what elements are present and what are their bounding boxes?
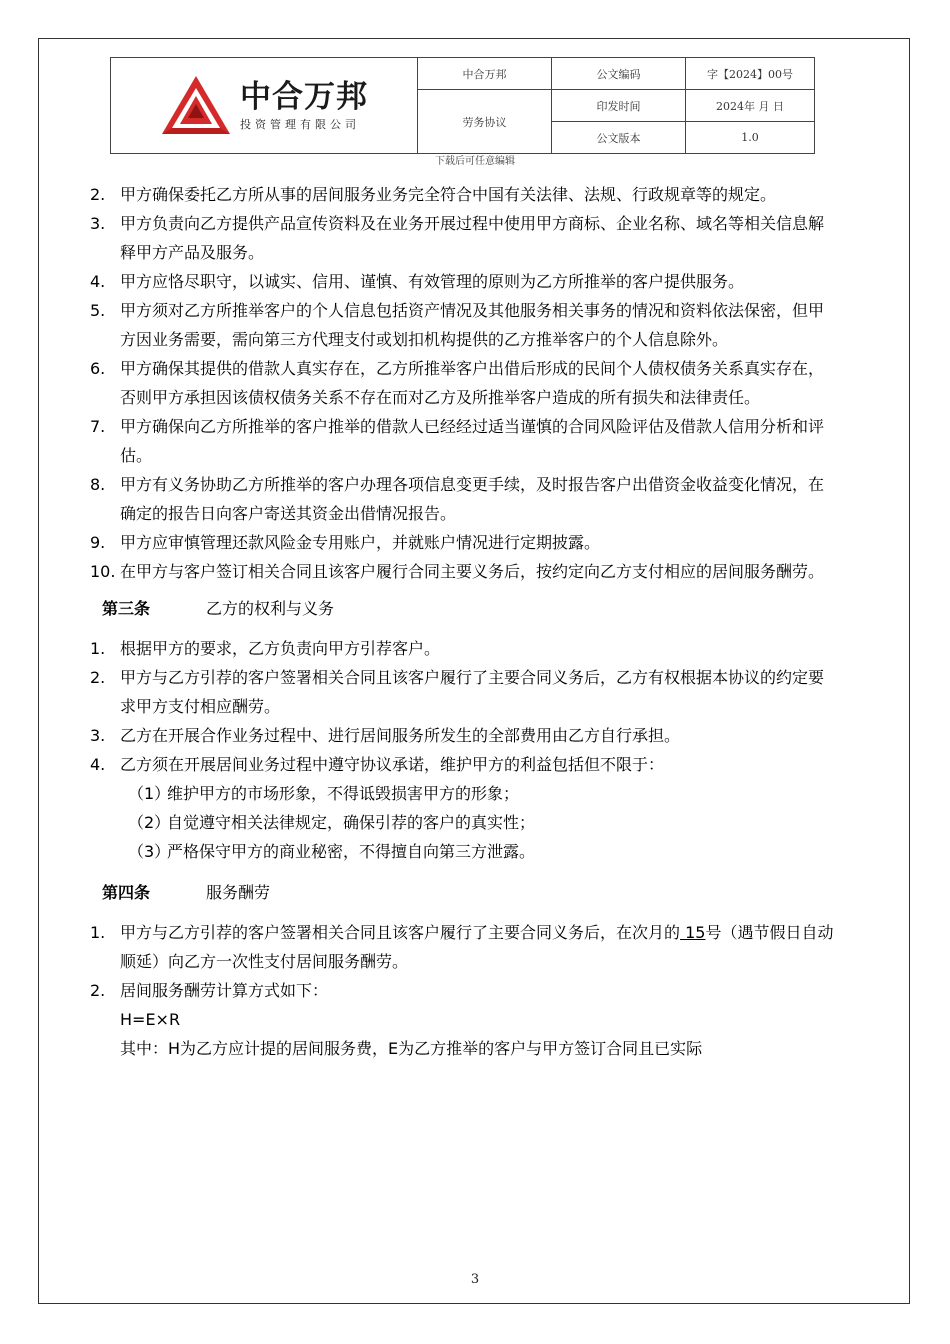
item-text: 甲方负责向乙方提供产品宣传资料及在业务开展过程中使用甲方商标、企业名称、域名等相关信息解释甲方产品及服务。	[120, 214, 825, 262]
sub-item	[90, 837, 835, 866]
item-number: 8.	[90, 475, 106, 494]
item-text: 根据甲方的要求，乙方负责向甲方引荐客户。	[120, 639, 441, 658]
item-text: 甲方应审慎管理还款风险金专用账户，并就账户情况进行定期披露。	[120, 533, 601, 552]
item-text: 维护甲方的市场形象，不得诋毁损害甲方的形象；	[167, 784, 520, 803]
item-number: 9.	[90, 533, 106, 552]
logo-name: 中合万邦	[240, 78, 368, 115]
list-item	[90, 209, 835, 267]
item-number: 7.	[90, 417, 106, 436]
item-number: 10.	[90, 562, 116, 581]
item-number: 2.	[90, 981, 106, 1000]
section-4-heading	[102, 876, 835, 910]
item-number: 4.	[90, 272, 106, 291]
item-number: 2.	[90, 185, 106, 204]
list-item	[90, 470, 835, 528]
page-number: 3	[470, 1272, 480, 1287]
item-number: （2）	[128, 813, 171, 832]
company-cell: 中合万邦	[418, 58, 552, 90]
item-number: 3.	[90, 214, 106, 233]
date-label: 印发时间	[552, 90, 686, 122]
formula: H=E×R	[120, 1010, 181, 1029]
list-item	[90, 750, 835, 779]
sub-item	[90, 779, 835, 808]
list-item	[90, 528, 835, 557]
item-text: 乙方须在开展居间业务过程中遵守协议承诺，维护甲方的利益包括但不限于：	[120, 755, 665, 774]
list-item	[90, 557, 835, 586]
list-item	[90, 412, 835, 470]
party-b-obligations-list	[90, 634, 835, 779]
section-number: 第四条	[102, 883, 151, 902]
item-text: 甲方确保其提供的借款人真实存在，乙方所推举客户出借后形成的民间个人债权债务关系真实存在，否则甲方承担因该债权债务关系不存在而对乙方及所推举客户造成的所有损失和法律责任。	[120, 359, 825, 407]
code-value: 字【2024】00号	[686, 58, 815, 90]
item-text: 甲方确保向乙方所推举的客户推举的借款人已经经过适当谨慎的合同风险评估及借款人信用分析和评估。	[120, 417, 825, 465]
party-a-obligations-list	[90, 180, 835, 586]
list-item	[90, 918, 835, 976]
item-text: 甲方须对乙方所推举客户的个人信息包括资产情况及其他服务相关事务的情况和资料依法保密，但甲方因业务需要，需向第三方代理支付或划扣机构提供的乙方推举客户的个人信息除外。	[120, 301, 825, 349]
list-item	[90, 663, 835, 721]
list-item	[90, 354, 835, 412]
version-label: 公文版本	[552, 122, 686, 154]
list-item	[90, 976, 835, 1005]
section-number: 第三条	[102, 599, 151, 618]
doc-type-cell: 劳务协议	[418, 90, 552, 154]
section-3-heading	[102, 592, 835, 626]
logo-cell	[111, 58, 418, 154]
company-logo	[111, 74, 417, 138]
download-note: 下载后可任意编辑	[435, 156, 515, 167]
item-number: 5.	[90, 301, 106, 320]
item-text: 甲方应恪尽职守，以诚实、信用、谨慎、有效管理的原则为乙方所推举的客户提供服务。	[120, 272, 745, 291]
list-item	[90, 180, 835, 209]
item-text: 居间服务酬劳计算方式如下：	[120, 981, 329, 1000]
logo-subtitle: 投资管理有限公司	[240, 117, 360, 131]
section-title: 乙方的权利与义务	[206, 599, 335, 618]
triangle-logo-icon	[160, 74, 232, 138]
date-value: 2024年 月 日	[686, 90, 815, 122]
section-title: 服务酬劳	[206, 883, 271, 902]
item-number: 1.	[90, 639, 106, 658]
list-item	[90, 267, 835, 296]
list-item	[90, 634, 835, 663]
item-number: 4.	[90, 755, 106, 774]
item-number: （1）	[128, 784, 171, 803]
document-body	[90, 180, 835, 1063]
item-number: （3）	[128, 842, 171, 861]
item-number: 6.	[90, 359, 106, 378]
item-text: 甲方与乙方引荐的客户签署相关合同且该客户履行了主要合同义务后，在次月的	[120, 923, 681, 942]
item-number: 2.	[90, 668, 106, 687]
item-text: 号（遇节假日自动顺延）向乙方一次性支付居间服务酬劳。	[120, 923, 834, 971]
list-item	[90, 296, 835, 354]
item-number: 1.	[90, 923, 106, 942]
party-b-sub-list	[90, 779, 835, 866]
item-text: 甲方有义务协助乙方所推举的客户办理各项信息变更手续，及时报告客户出借资金收益变化情况，在确定的报告日向客户寄送其资金出借情况报告。	[120, 475, 825, 523]
sub-item	[90, 808, 835, 837]
item-text: 自觉遵守相关法律规定，确保引荐的客户的真实性；	[167, 813, 536, 832]
version-value: 1.0	[686, 122, 815, 154]
item-text: 在甲方与客户签订相关合同且该客户履行合同主要义务后，按约定向乙方支付相应的居间服务酬劳。	[120, 562, 825, 581]
item-text: 甲方确保委托乙方所从事的居间服务业务完全符合中国有关法律、法规、行政规章等的规定。	[120, 185, 777, 204]
list-item	[90, 721, 835, 750]
item-text: 甲方与乙方引荐的客户签署相关合同且该客户履行了主要合同义务后，乙方有权根据本协议的约定要求甲方支付相应酬劳。	[120, 668, 825, 716]
item-number: 3.	[90, 726, 106, 745]
payment-day: 15	[680, 923, 706, 942]
document-header-table	[110, 57, 815, 154]
code-label: 公文编码	[552, 58, 686, 90]
item-text: 严格保守甲方的商业秘密，不得擅自向第三方泄露。	[167, 842, 536, 861]
formula-note: 其中：H为乙方应计提的居间服务费，E为乙方推举的客户与甲方签订合同且已实际	[120, 1039, 703, 1058]
item-text: 乙方在开展合作业务过程中、进行居间服务所发生的全部费用由乙方自行承担。	[120, 726, 681, 745]
